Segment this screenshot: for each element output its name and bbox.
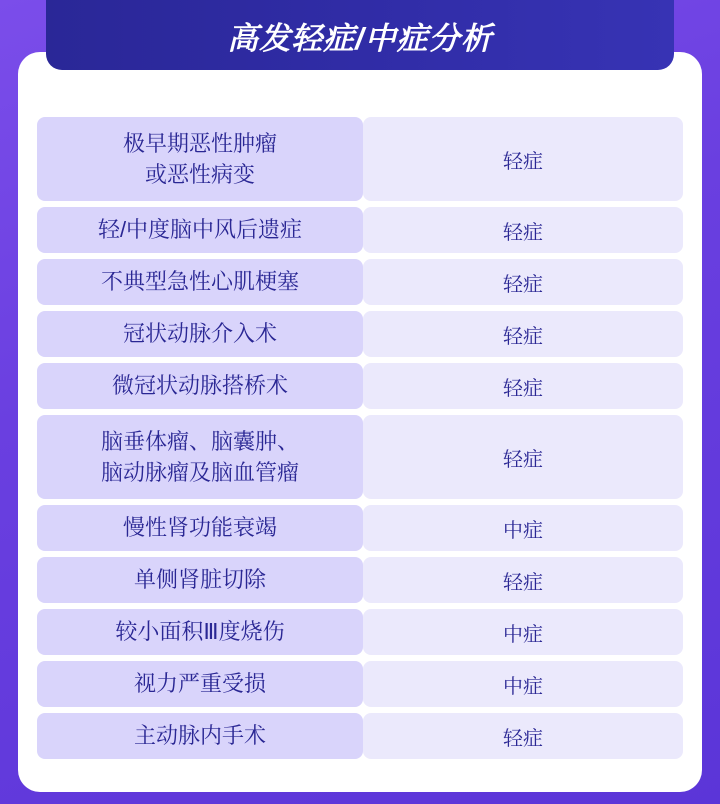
- table-row: [37, 311, 683, 357]
- condition-severity-cell: 中症: [363, 609, 683, 655]
- table-row: [37, 117, 683, 201]
- condition-name-cell: 主动脉内手术: [37, 713, 363, 759]
- condition-severity-cell: 轻症: [363, 713, 683, 759]
- title-banner: [46, 0, 674, 70]
- table-row: [37, 713, 683, 759]
- condition-severity-cell: 中症: [363, 661, 683, 707]
- condition-name-cell: 微冠状动脉搭桥术: [37, 363, 363, 409]
- condition-severity-cell: 轻症: [363, 117, 683, 201]
- condition-severity-cell: 轻症: [363, 363, 683, 409]
- table-row: [37, 207, 683, 253]
- table-row: [37, 259, 683, 305]
- condition-severity-cell: 轻症: [363, 259, 683, 305]
- table-row: [37, 505, 683, 551]
- condition-name-cell: 极早期恶性肿瘤 或恶性病变: [37, 117, 363, 201]
- condition-table: [37, 117, 683, 765]
- condition-name-cell: 不典型急性心肌梗塞: [37, 259, 363, 305]
- condition-severity-cell: 轻症: [363, 311, 683, 357]
- condition-severity-cell: 轻症: [363, 207, 683, 253]
- page-title: 高发轻症/中症分析: [227, 20, 493, 56]
- table-row: [37, 661, 683, 707]
- condition-name-cell: 较小面积Ⅲ度烧伤: [37, 609, 363, 655]
- condition-name-cell: 单侧肾脏切除: [37, 557, 363, 603]
- condition-severity-cell: 轻症: [363, 557, 683, 603]
- condition-name-cell: 慢性肾功能衰竭: [37, 505, 363, 551]
- condition-name-cell: 冠状动脉介入术: [37, 311, 363, 357]
- condition-name-cell: 脑垂体瘤、脑囊肿、 脑动脉瘤及脑血管瘤: [37, 415, 363, 499]
- table-row: [37, 609, 683, 655]
- table-row: [37, 363, 683, 409]
- table-row: [37, 557, 683, 603]
- condition-name-cell: 轻/中度脑中风后遗症: [37, 207, 363, 253]
- condition-severity-cell: 轻症: [363, 415, 683, 499]
- condition-severity-cell: 中症: [363, 505, 683, 551]
- condition-name-cell: 视力严重受损: [37, 661, 363, 707]
- table-row: [37, 415, 683, 499]
